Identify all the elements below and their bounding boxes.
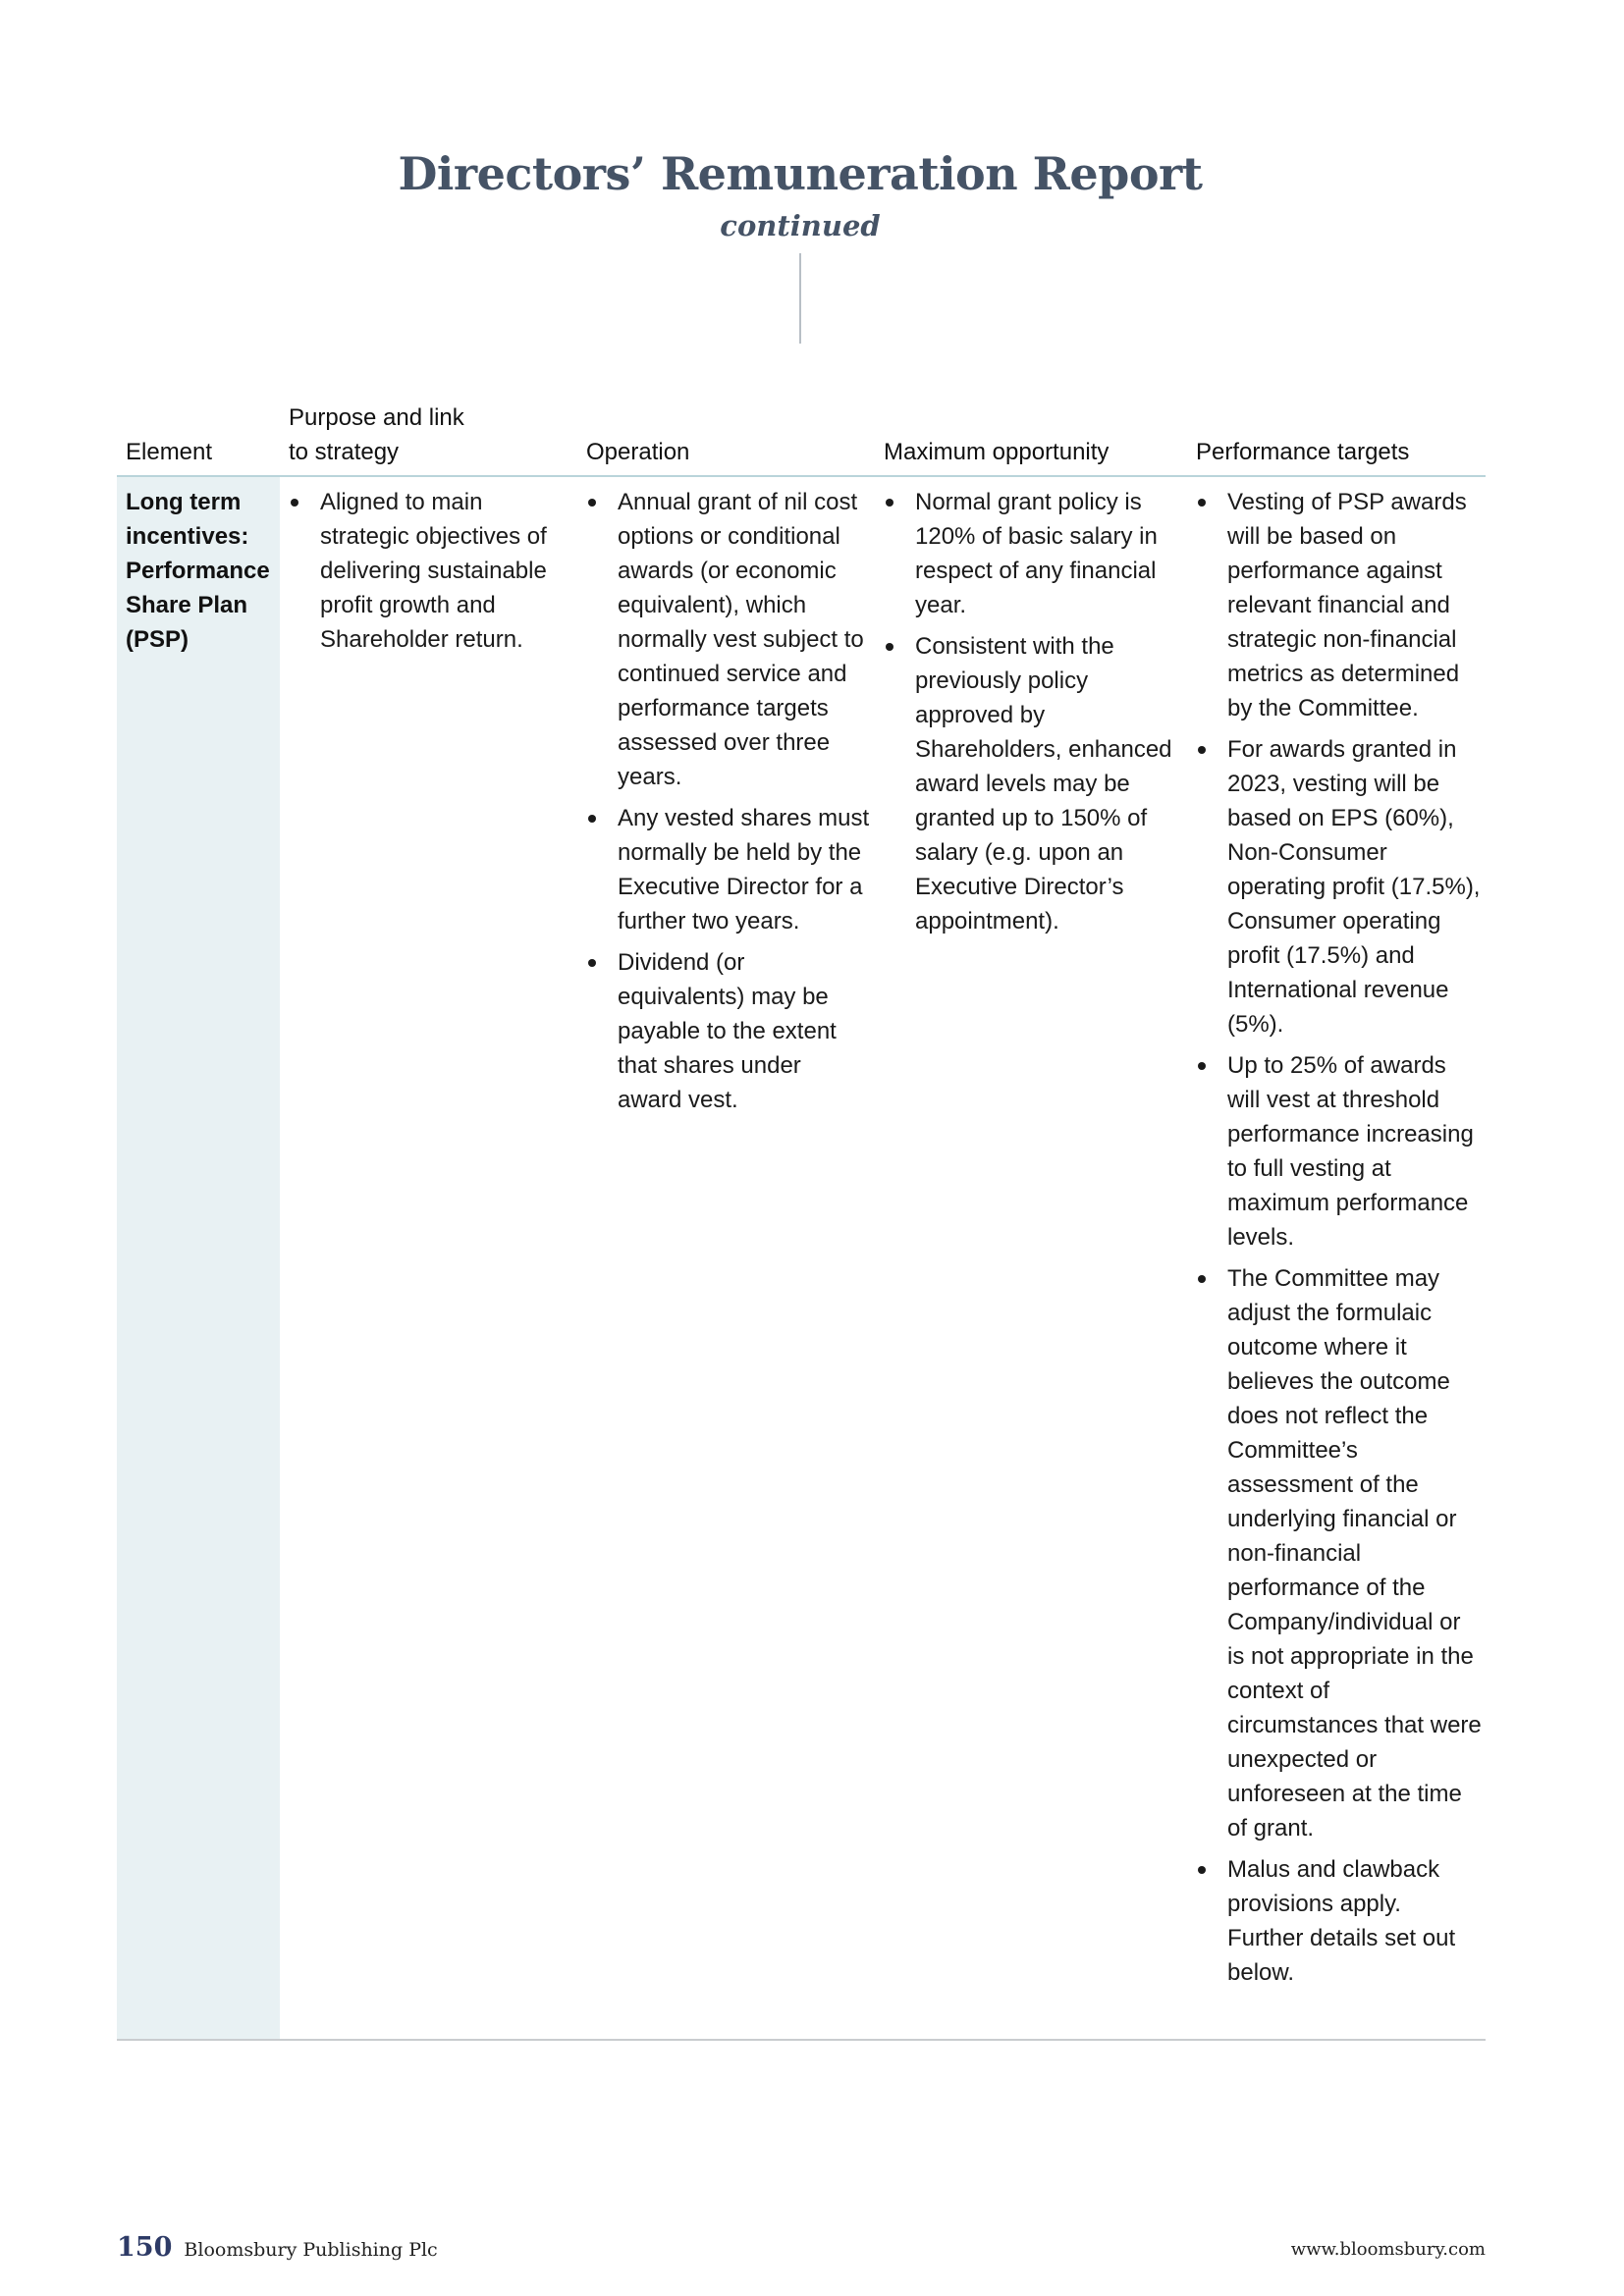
table-header-row [117,393,1486,477]
maximum-opportunity-list [875,485,1187,938]
performance-target-item: The Committee may adjust the formulaic outcome where it believes the outcome does not reflect the Committee’s assessment of the underlying financial or non-financial performance of the Company/individual or is not appropriate in the context of circumstances that were unexpected or unforeseen at the time of grant. [1196,1261,1482,1845]
company-name: Bloomsbury Publishing Plc [184,2239,438,2261]
column-header-purpose: Purpose and link to strategy [289,404,464,465]
maximum-opportunity-item: Consistent with the previously policy approved by Shareholders, enhanced award levels may be granted up to 150% of salary (e.g. upon an Executive Director’s appointment). [884,629,1183,938]
element-cell [117,477,280,2039]
operation-item: Any vested shares must normally be held by the Executive Director for a further two years. [586,801,871,938]
performance-target-item: Vesting of PSP awards will be based on performance against relevant financial and strategic non-financial metrics as determined by the Committee. [1196,485,1482,725]
purpose-cell [280,477,577,2039]
page-title: Directors’ Remuneration Report [398,147,1203,200]
purpose-list [280,485,577,657]
performance-targets-list [1187,485,1486,1990]
operation-cell [577,477,875,2039]
column-header-element: Element [126,439,213,465]
operation-item: Dividend (or equivalents) may be payable to the extent that shares under award vest. [586,945,871,1117]
page-header [0,143,1600,243]
footer-left [117,2232,438,2263]
maximum-opportunity-cell [875,477,1187,2039]
column-header-operation: Operation [586,439,690,465]
footer-website[interactable]: www.bloomsbury.com [1290,2239,1486,2260]
performance-target-item: Malus and clawback provisions apply. Further details set out below. [1196,1852,1482,1990]
operation-list [577,485,875,1117]
maximum-opportunity-item: Normal grant policy is 120% of basic salary in respect of any financial year. [884,485,1183,622]
column-header-maximum: Maximum opportunity [884,439,1110,465]
operation-item: Annual grant of nil cost options or conditional awards (or economic equivalent), which normally vest subject to continued service and performance targets assessed over three years. [586,485,871,794]
performance-target-item: For awards granted in 2023, vesting will be based on EPS (60%), Non-Consumer operating profit (17.5%), Consumer operating profit (17.5%) and International revenue (5%). [1196,732,1482,1041]
header-divider [799,253,801,344]
remuneration-table [117,393,1486,2041]
page-number: 150 [117,2232,173,2263]
page-subtitle: continued [720,209,881,242]
table-row [117,477,1486,2041]
performance-target-item: Up to 25% of awards will vest at threshold performance increasing to full vesting at maximum performance levels. [1196,1048,1482,1255]
purpose-item: Aligned to main strategic objectives of delivering sustainable profit growth and Shareholder return. [289,485,573,657]
element-label: Long term incentives: Performance Share Plan (PSP) [126,489,270,653]
column-header-targets: Performance targets [1196,439,1410,465]
performance-targets-cell [1187,477,1486,2039]
